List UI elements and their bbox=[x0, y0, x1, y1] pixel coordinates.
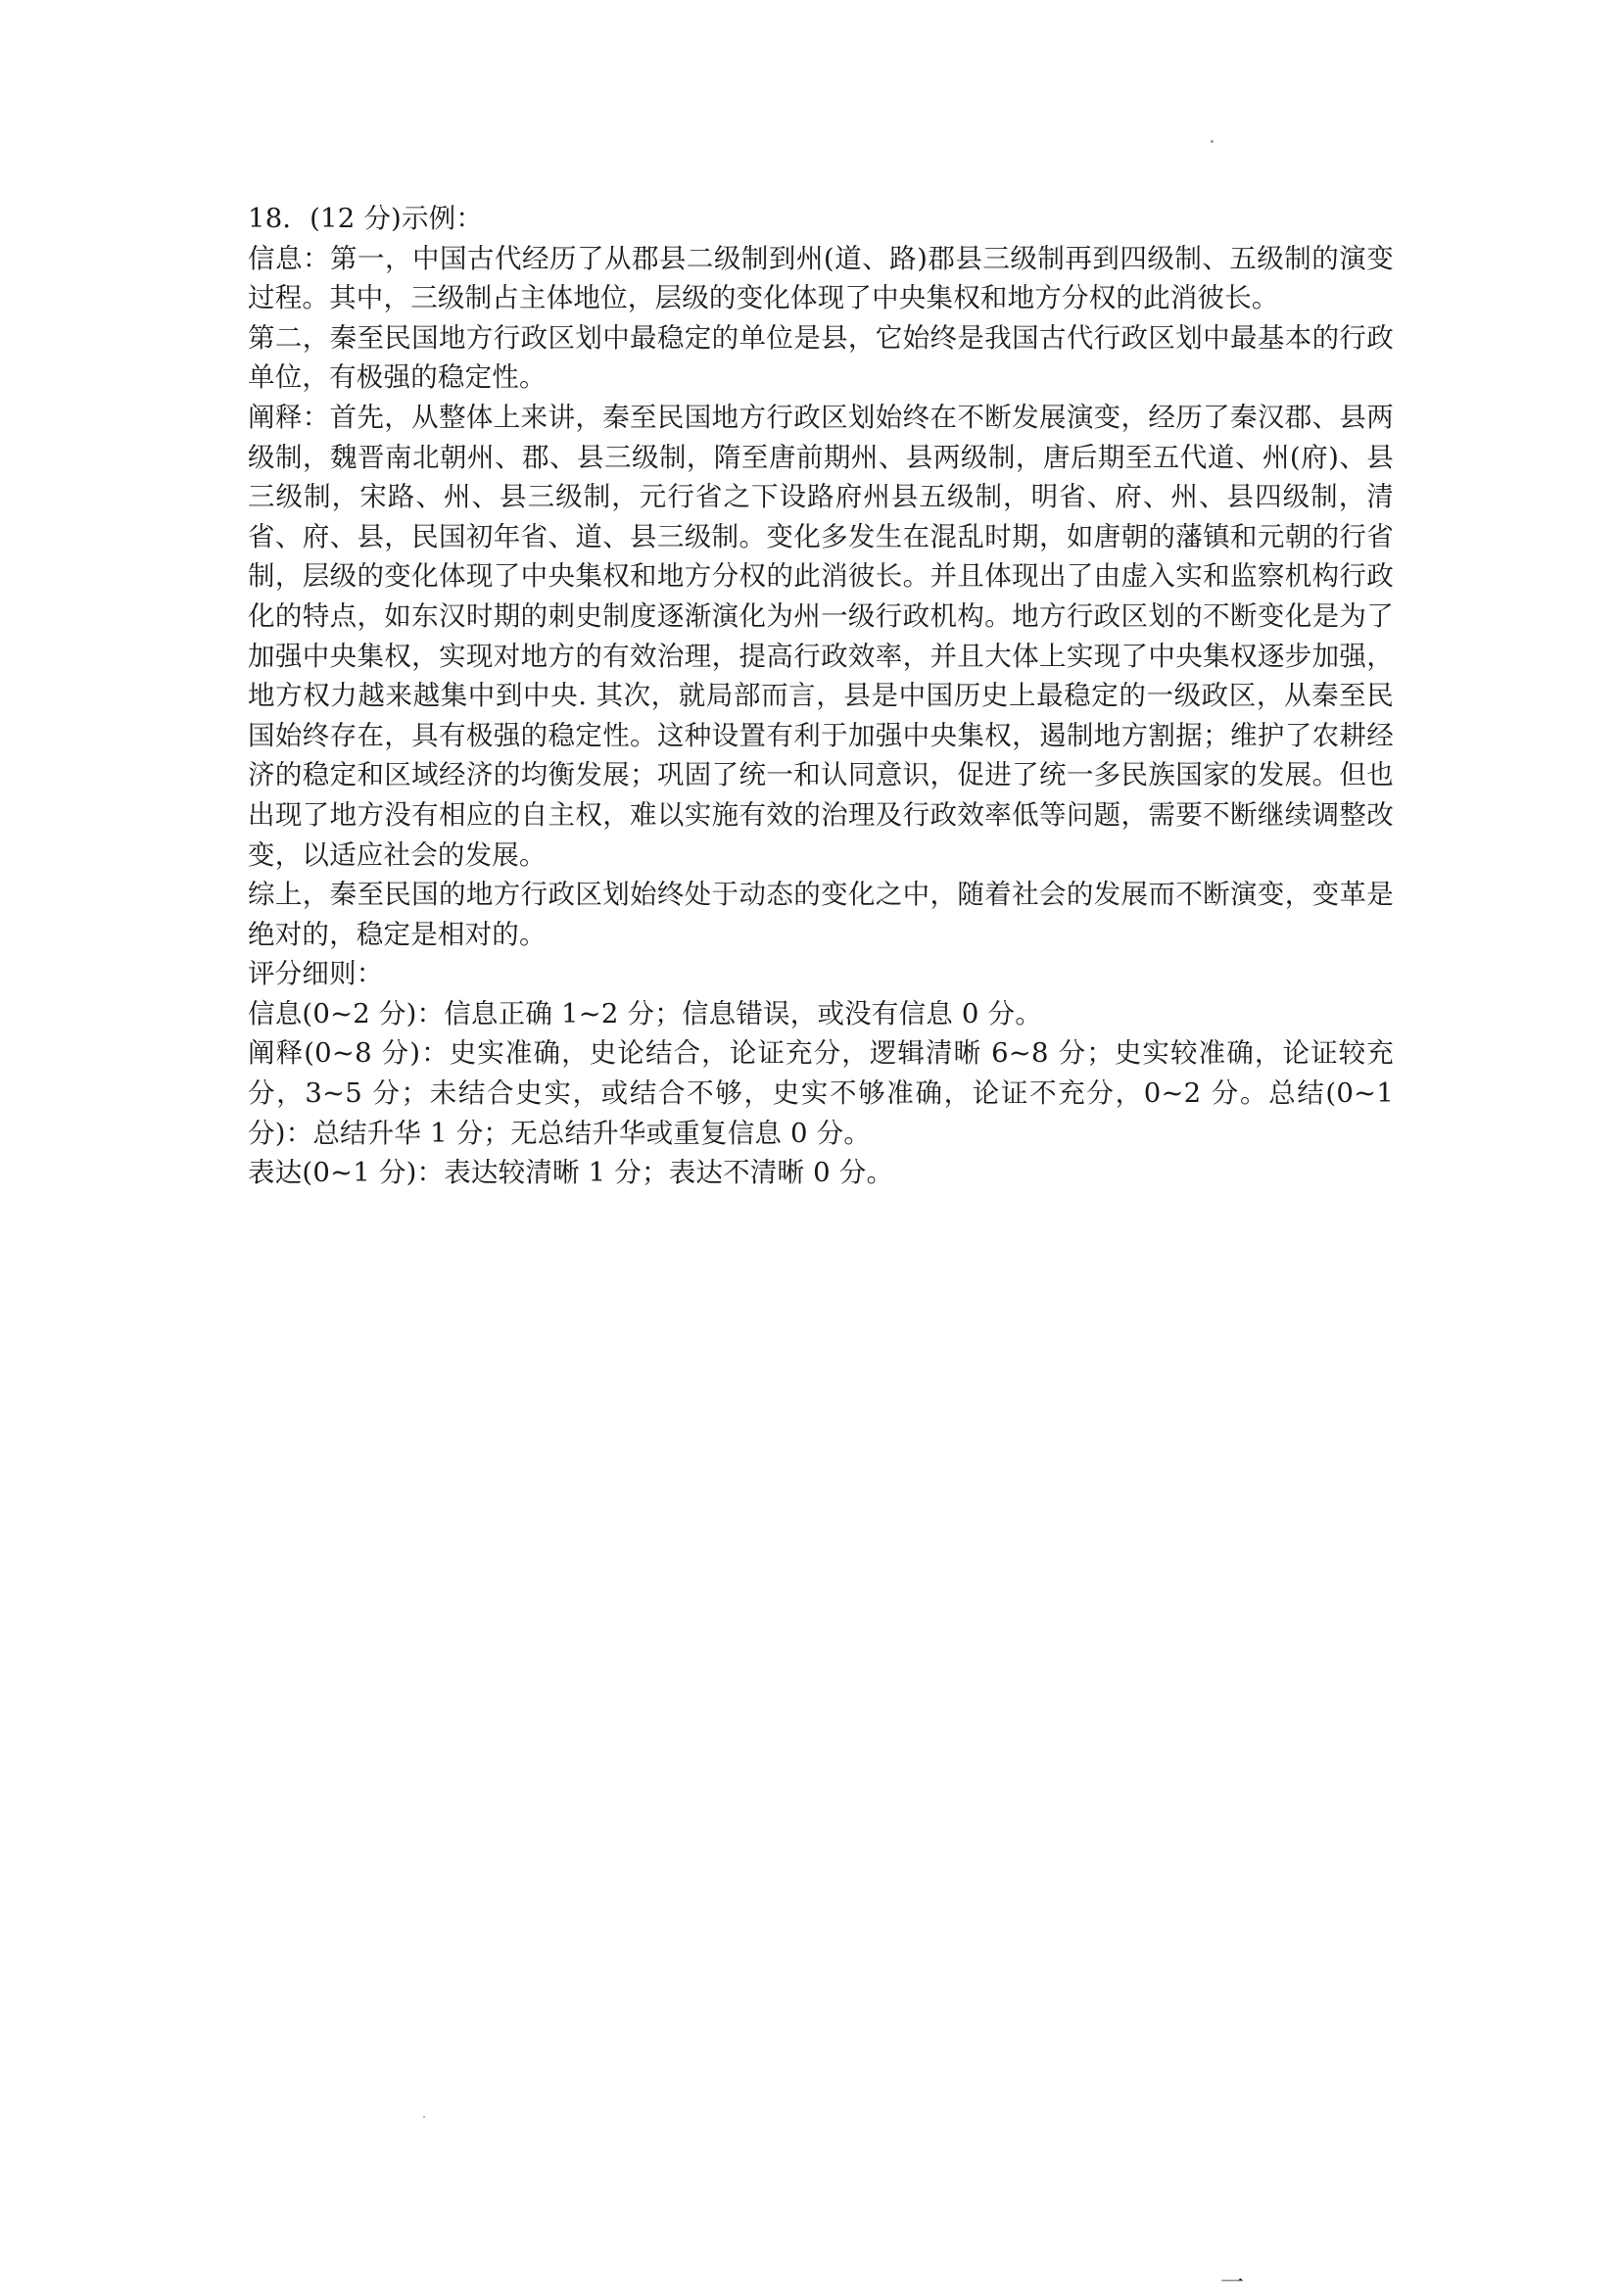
scoring-info: 信息(0~2 分)：信息正确 1~2 分；信息错误，或没有信息 0 分。 bbox=[248, 997, 1042, 1029]
paragraph-conclusion: 综上，秦至民国的地方行政区划始终处于动态的变化之中，随着社会的发展而不断演变，变革是绝对的，稳定是相对的。 bbox=[248, 879, 1394, 950]
page-footer-mark: 一 bbox=[1220, 2269, 1244, 2296]
scoring-expression: 表达(0~1 分)：表达较清晰 1 分；表达不清晰 0 分。 bbox=[248, 1157, 894, 1189]
scan-speck bbox=[423, 2116, 425, 2118]
question-heading: 18．(12 分)示例： bbox=[248, 203, 484, 234]
paragraph-explanation: 阐释：首先，从整体上来讲，秦至民国地方行政区划始终在不断发展演变，经历了秦汉郡、县两级制，魏晋南北朝州、郡、县三级制，隋至唐前期州、县两级制，唐后期至五代道、州(府)、县三级制，宋路、州、县三级制，元行省之下设路府州县五级制，明省、府、州、县四级制，清省、府、县，民国初年省、道、县三级制。变化多发生在混乱时期，如唐朝的藩镇和元朝的行省制，层级的变化体现了中央集权和地方分权的此消彼长。并且体现出了由虚入实和监察机构行政化的特点，如东汉时期的刺史制度逐渐演化为州一级行政机构。地方行政区划的不断变化是为了加强中央集权，实现对地方的有效治理，提高行政效率，并且大体上实现了中央集权逐步加强，地方权力越来越集中到中央. 其次，就局部而言，县是中国历史上最稳定的一级政区，从秦至民国始终存在，具有极强的稳定性。这种设置有利于加强中央集权，遏制地方割据；维护了农耕经济的稳定和区域经济的均衡发展；巩固了统一和认同意识，促进了统一多民族国家的发展。但也出现了地方没有相应的自主权，难以实施有效的治理及行政效率低等问题，需要不断继续调整改变，以适应社会的发展。 bbox=[248, 401, 1394, 871]
paragraph-info-first: 信息：第一，中国古代经历了从郡县二级制到州(道、路)郡县三级制再到四级制、五级制的演变过程。其中，三级制占主体地位，层级的变化体现了中央集权和地方分权的此消彼长。 bbox=[248, 242, 1394, 314]
scoring-heading: 评分细则： bbox=[248, 958, 384, 990]
scoring-explanation: 阐释(0~8 分)：史实准确，史论结合，论证充分，逻辑清晰 6~8 分；史实较准确，论证较充分，3~5 分；未结合史实，或结合不够，史实不够准确，论证不充分，0~2 分。总结(0~1 分)：总结升华 1 分；无总结升华或重复信息 0 分。 bbox=[248, 1037, 1394, 1149]
paragraph-info-second: 第二，秦至民国地方行政区划中最稳定的单位是县，它始终是我国古代行政区划中最基本的行政单位，有极强的稳定性。 bbox=[248, 321, 1394, 394]
document-body bbox=[248, 199, 1394, 1193]
scan-speck bbox=[1211, 140, 1214, 143]
